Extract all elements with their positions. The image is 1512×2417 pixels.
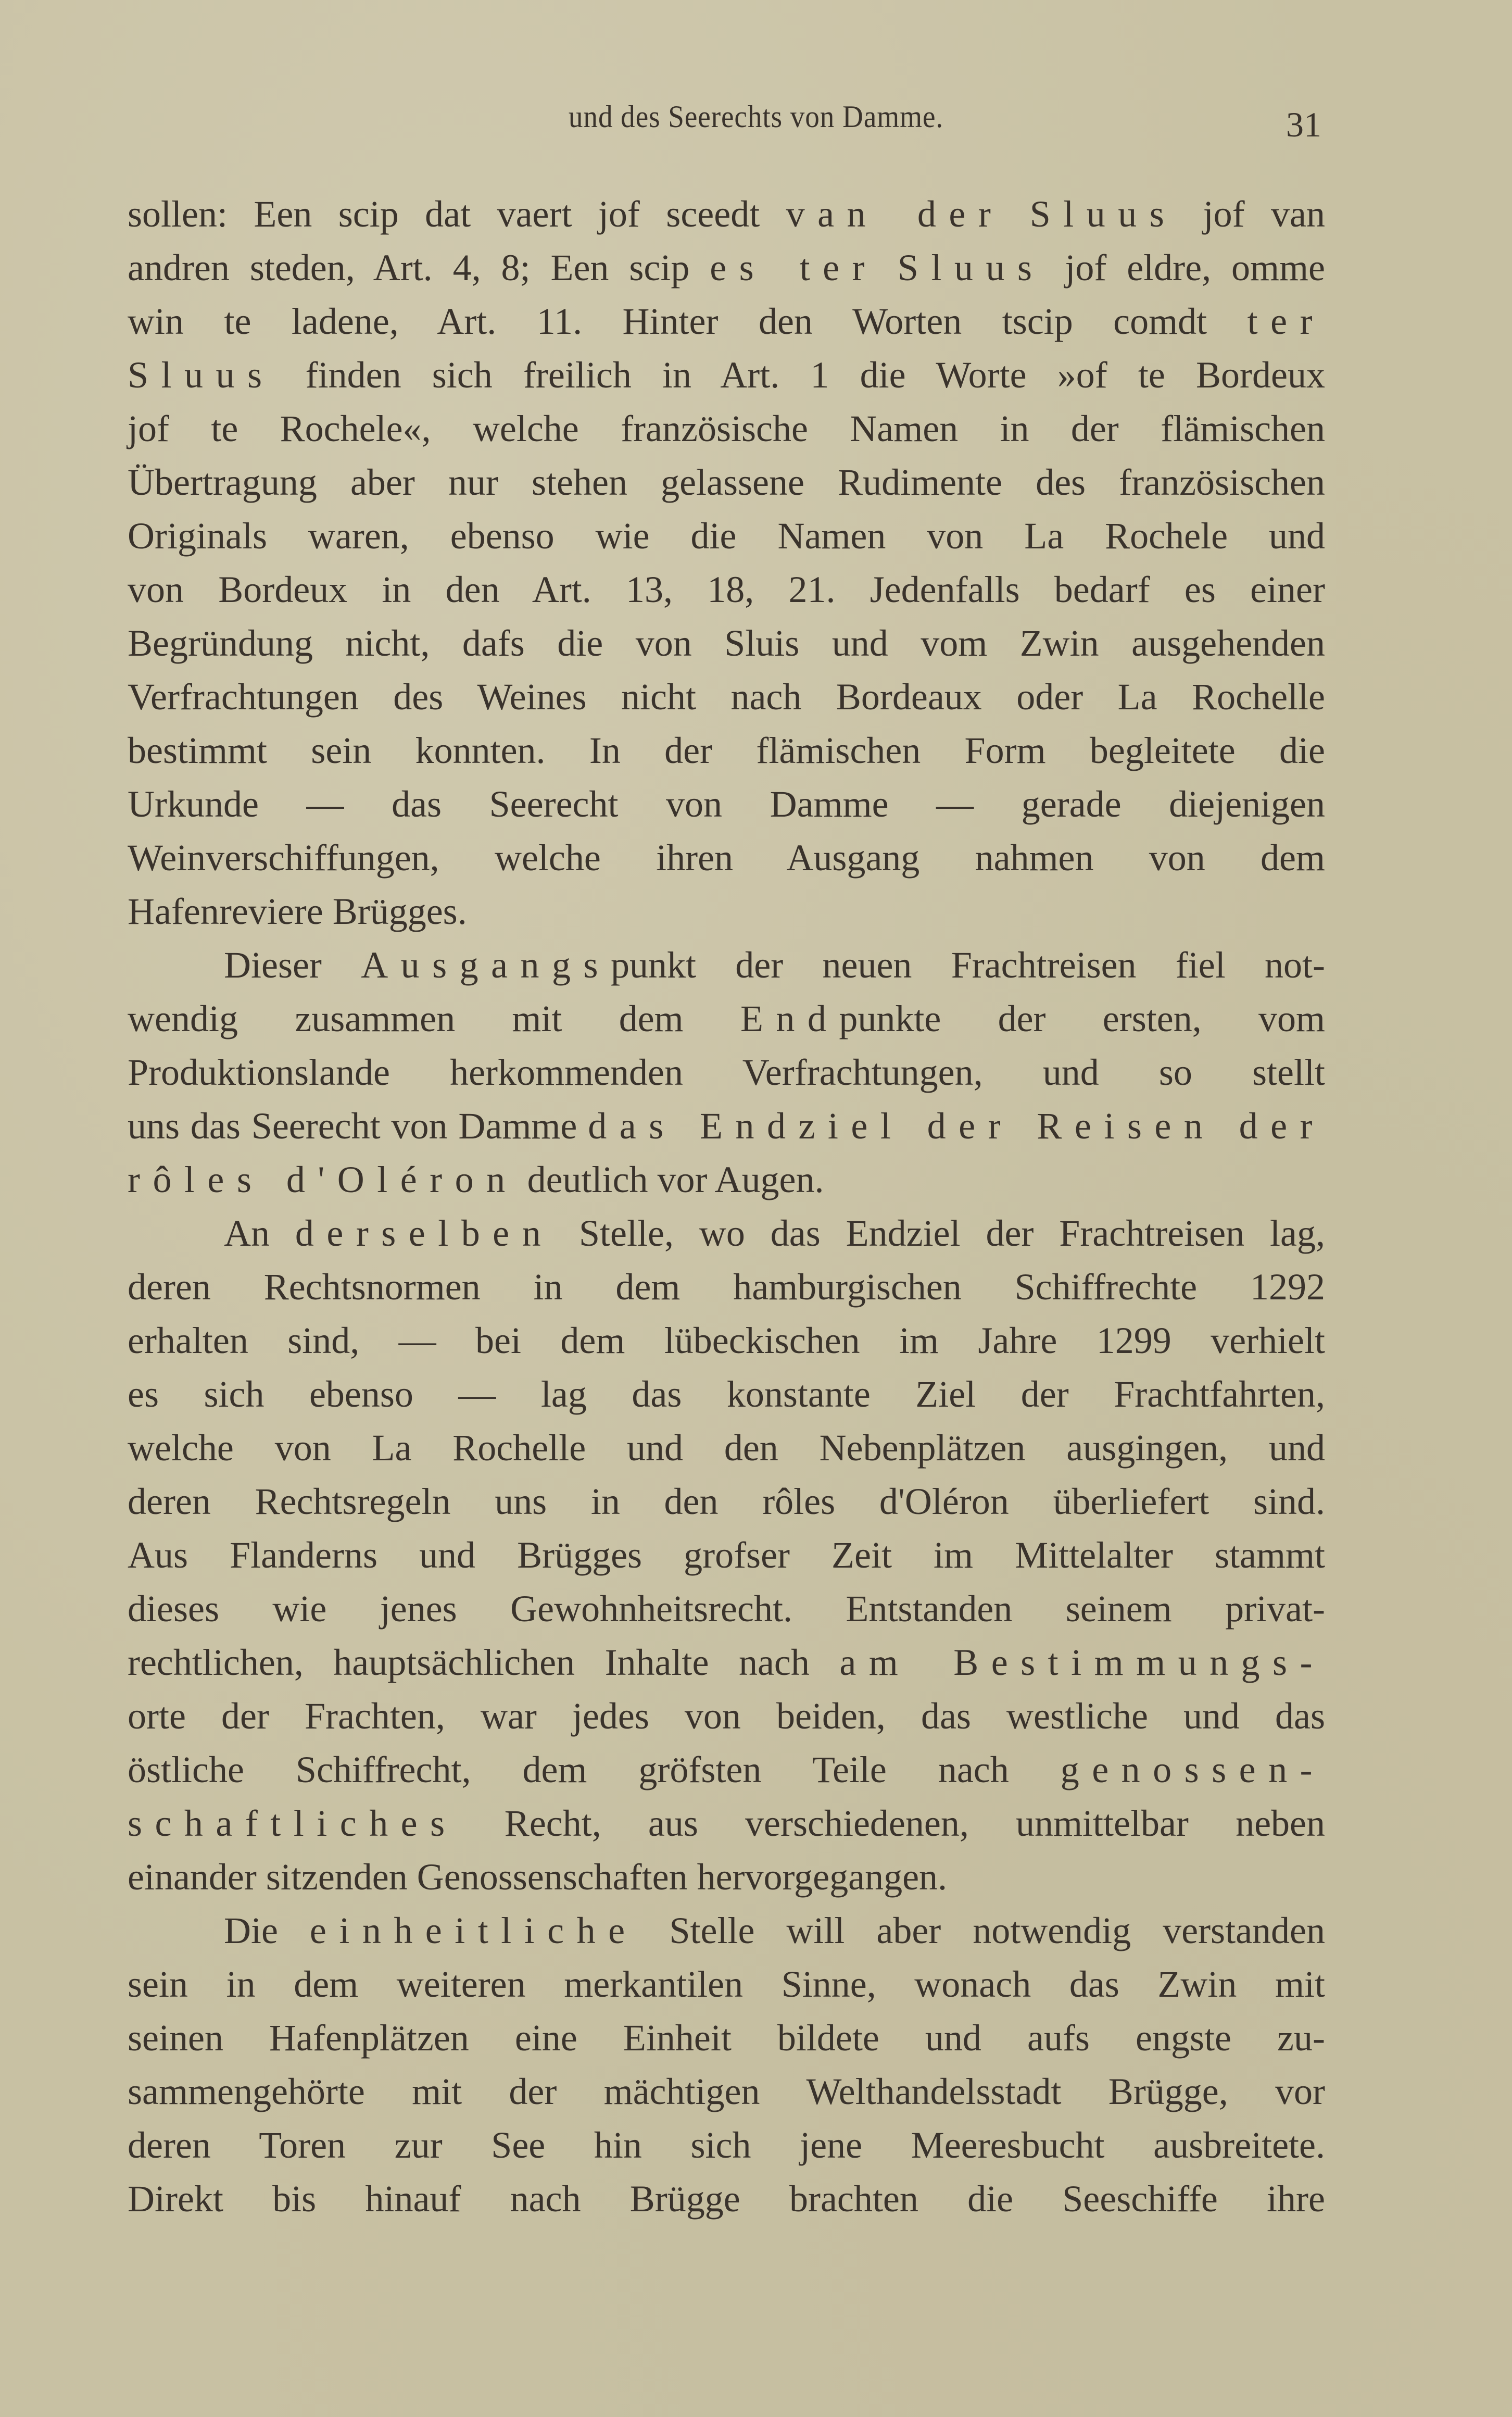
text-line (128, 563, 1325, 617)
text-line (128, 402, 1325, 456)
text-segment: Begründung nicht, dafs die von Sluis und vom Zwin ausgehenden (128, 622, 1325, 664)
emphasized-text: ter (1247, 300, 1325, 342)
emphasized-text: van der (786, 193, 1004, 235)
text-segment: Übertragung aber nur stehen gelassene Rudimente des französischen (128, 461, 1325, 503)
text-line (128, 1850, 1325, 1904)
text-line (128, 2172, 1325, 2226)
text-line (128, 241, 1325, 295)
text-segment: welche von La Rochelle und den Nebenplätzen ausgingen, und (128, 1427, 1325, 1469)
text-segment: östliche Schiffrecht, dem gröfsten Teile nach (128, 1749, 1061, 1790)
text-segment: wendig zusammen mit dem (128, 998, 740, 1040)
text-segment: von Bordeux in den Art. 13, 18, 21. Jedenfalls bedarf es einer (128, 569, 1325, 610)
text-segment: bestimmt sein konnten. In der flämischen Form begleitete die (128, 730, 1325, 771)
text-segment: erhalten sind, — bei dem lübeckischen im Jahre 1299 verhielt (128, 1320, 1325, 1361)
text-segment: Aus Flanderns und Brügges grofser Zeit im Mittelalter stammt (128, 1534, 1325, 1576)
text-line (128, 1207, 1325, 1260)
text-segment (1003, 193, 1029, 235)
text-line (128, 1046, 1325, 1099)
text-segment: punkt der neuen Frachtreisen fiel not- (611, 944, 1325, 986)
emphasized-text: Sluus (128, 354, 275, 396)
text-line (128, 1153, 1325, 1207)
text-line (128, 2011, 1325, 2065)
text-line (128, 348, 1325, 402)
text-line (128, 509, 1325, 563)
text-line (128, 1475, 1325, 1529)
text-segment: einander sitzenden Genossenschaften hervorgegangen. (128, 1856, 948, 1898)
text-segment: es sich ebenso — lag das konstante Ziel der Frachtfahrten, (128, 1373, 1325, 1415)
text-line (128, 1743, 1325, 1797)
text-line (128, 778, 1325, 831)
text-line (128, 724, 1325, 778)
text-line (128, 670, 1325, 724)
emphasized-text: genossen- (1060, 1749, 1325, 1790)
text-line (128, 187, 1325, 241)
text-line (128, 2119, 1325, 2172)
text-segment: Hafenreviere Brügges. (128, 891, 467, 932)
text-line (128, 1314, 1325, 1368)
body-text (128, 187, 1325, 2226)
text-segment: Stelle will aber notwendig verstanden (637, 1910, 1325, 1951)
text-segment: Die (224, 1910, 310, 1951)
text-segment: jof eldre, omme (1044, 247, 1326, 289)
text-segment: deren Toren zur See hin sich jene Meeresbucht ausbreitete. (128, 2124, 1325, 2166)
text-segment: punkte der ersten, vom (839, 998, 1326, 1040)
emphasized-text: es ter (710, 247, 877, 289)
text-segment: Dieser (224, 944, 361, 986)
text-segment: uns das Seerecht von Damme (128, 1105, 588, 1147)
text-segment (877, 247, 898, 289)
text-segment: andren steden, Art. 4, 8; Een scip (128, 247, 710, 289)
text-line (128, 885, 1325, 938)
emphasized-text: einheitliche (309, 1910, 638, 1951)
text-segment: Weinverschiffungen, welche ihren Ausgang nahmen von dem (128, 837, 1325, 879)
text-segment: Verfrachtungen des Weines nicht nach Bordeaux oder La Rochelle (128, 676, 1325, 718)
text-segment: orte der Frachten, war jedes von beiden, das westliche und das (128, 1695, 1325, 1737)
text-line (128, 1099, 1325, 1153)
text-line (128, 1529, 1325, 1582)
text-line (128, 831, 1325, 885)
text-segment: Originals waren, ebenso wie die Namen von La Rochele und (128, 515, 1325, 557)
emphasized-text: das Endziel der Reisen der (588, 1105, 1326, 1147)
text-segment: rechtlichen, hauptsächlichen Inhalte nach (128, 1642, 840, 1683)
text-line (128, 1582, 1325, 1636)
emphasized-text: schaftliches (128, 1802, 458, 1844)
text-segment: Stelle, wo das Endziel der Frachtreisen lag, (553, 1212, 1326, 1254)
text-segment: win te ladene, Art. 11. Hinter den Worten tscip comdt (128, 300, 1248, 342)
text-line (128, 2065, 1325, 2119)
emphasized-text: Sluus (1029, 193, 1177, 235)
text-line (128, 1797, 1325, 1850)
text-segment: deutlich vor Augen. (518, 1159, 824, 1200)
text-line (128, 1421, 1325, 1475)
text-line (128, 617, 1325, 670)
text-line (128, 295, 1325, 348)
text-line (128, 938, 1325, 992)
text-segment: dieses wie jenes Gewohnheitsrecht. Entstanden seinem privat- (128, 1588, 1325, 1630)
emphasized-text: End (740, 998, 839, 1040)
text-segment: sein in dem weiteren merkantilen Sinne, wonach das Zwin mit (128, 1963, 1325, 2005)
text-segment: Urkunde — das Seerecht von Damme — gerade diejenigen (128, 783, 1325, 825)
text-segment: jof van (1177, 193, 1326, 235)
running-head-title: und des Seerechts von Damme. (568, 99, 944, 134)
text-line (128, 1260, 1325, 1314)
emphasized-text: rôles d'Oléron (128, 1159, 518, 1200)
text-line (128, 1904, 1325, 1958)
text-segment: Recht, aus verschiedenen, unmittelbar neben (457, 1802, 1325, 1844)
text-line (128, 1368, 1325, 1421)
text-segment: Produktionslande herkommenden Verfrachtungen, und so stellt (128, 1051, 1325, 1093)
text-segment: finden sich freilich in Art. 1 die Worte »of te Bordeux (274, 354, 1325, 396)
text-segment: Direkt bis hinauf nach Brügge brachten die Seeschiffe ihre (128, 2178, 1325, 2220)
text-line (128, 1636, 1325, 1689)
text-segment: sammengehörte mit der mächtigen Welthandelsstadt Brügge, vor (128, 2071, 1325, 2112)
page-number: 31 (1286, 105, 1321, 144)
text-line (128, 456, 1325, 509)
text-segment: jof te Rochele«, welche französische Namen in der flämischen (128, 408, 1325, 449)
emphasized-text: Sluus (897, 247, 1045, 289)
text-line (128, 1958, 1325, 2011)
text-segment: seinen Hafenplätzen eine Einheit bildete und aufs engste zu- (128, 2017, 1325, 2059)
emphasized-text: derselben (295, 1212, 554, 1254)
text-line (128, 992, 1325, 1046)
text-segment: deren Rechtsnormen in dem hamburgischen Schiffrechte 1292 (128, 1266, 1325, 1308)
text-segment: deren Rechtsregeln uns in den rôles d'Oléron überliefert sind. (128, 1481, 1325, 1522)
text-segment: sollen: Een scip dat vaert jof sceedt (128, 193, 786, 235)
emphasized-text: am Bestimmungs- (839, 1642, 1325, 1683)
text-segment: An (224, 1212, 295, 1254)
emphasized-text: Ausgangs (361, 944, 611, 986)
text-line (128, 1689, 1325, 1743)
